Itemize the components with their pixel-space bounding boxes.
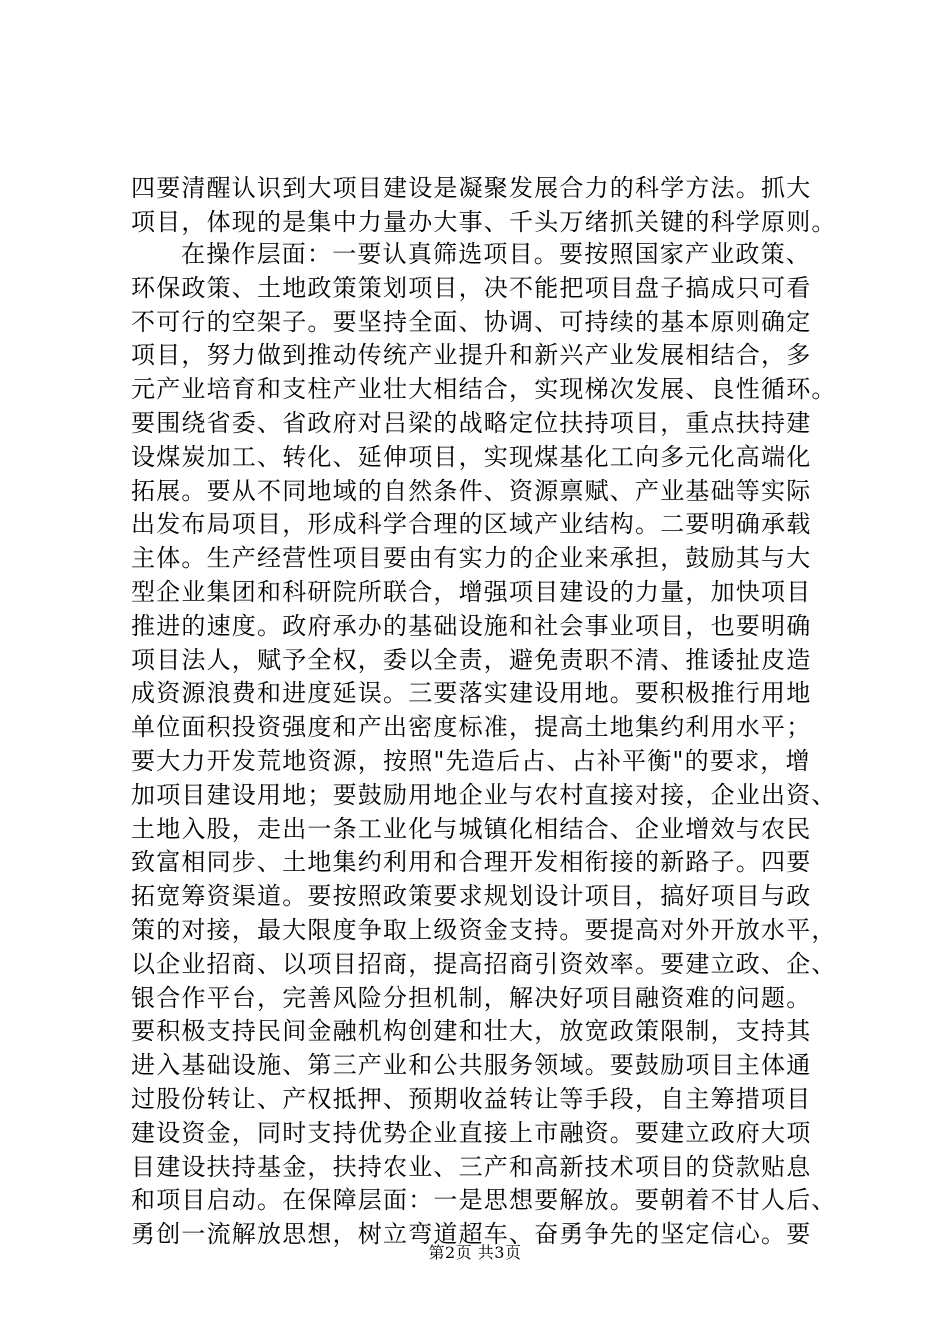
text-line: 环保政策、土地政策策划项目，决不能把项目盘子搞成只可看 [131,273,812,302]
text-line: 以企业招商、以项目招商，提高招商引资效率。要建立政、企、 [131,949,837,978]
text-line: 要积极支持民间金融机构创建和壮大，放宽政策限制，支持其 [131,1017,812,1046]
text-line: 土地入股，走出一条工业化与城镇化相结合、企业增效与农民 [131,814,812,843]
text-line: 单位面积投资强度和产出密度标准，提高土地集约利用水平； [131,713,812,742]
text-line: 不可行的空架子。要坚持全面、协调、可持续的基本原则确定 [131,307,812,336]
text-line: 项目，努力做到推动传统产业提升和新兴产业发展相结合，多 [131,341,812,370]
text-line: 过股份转让、产权抵押、预期收益转让等手段，自主筹措项目 [131,1084,812,1113]
text-line: 建设资金，同时支持优势企业直接上市融资。要建立政府大项 [131,1118,812,1147]
text-line: 拓宽筹资渠道。要按照政策要求规划设计项目，搞好项目与政 [131,882,812,911]
text-line: 加项目建设用地；要鼓励用地企业与农村直接对接，企业出资、 [131,780,837,809]
paragraph-2 [131,238,841,1252]
text-line: 四要清醒认识到大项目建设是凝聚发展合力的科学方法。抓大 [131,174,812,202]
text-line: 在操作层面：一要认真筛选项目。要按照国家产业政策、 [181,240,811,268]
text-line: 要大力开发荒地资源，按照"先造后占、占补平衡"的要求，增 [131,746,811,775]
text-line: 出发布局项目，形成科学合理的区域产业结构。二要明确承载 [131,510,812,539]
text-line: 推进的速度。政府承办的基础设施和社会事业项目，也要明确 [131,611,812,640]
page-footer [0,1243,950,1263]
text-line: 勇创一流解放思想，树立弯道超车、奋勇争先的坚定信心。要 [131,1220,812,1249]
text-line: 进入基础设施、第三产业和公共服务领域。要鼓励项目主体通 [131,1051,812,1080]
text-line: 和项目启动。在保障层面：一是思想要解放。要朝着不甘人后、 [131,1186,837,1215]
text-line: 设煤炭加工、转化、延伸项目，实现煤基化工向多元化高端化 [131,442,812,471]
text-line: 项目，体现的是集中力量办大事、千头万绪抓关键的科学原则。 [131,207,837,236]
text-line: 成资源浪费和进度延误。三要落实建设用地。要积极推行用地 [131,679,812,708]
text-line: 项目法人，赋予全权，委以全责，避免责职不清、推诿扯皮造 [131,645,812,674]
text-line: 目建设扶持基金，扶持农业、三产和高新技术项目的贷款贴息 [131,1152,812,1181]
text-line: 银合作平台，完善风险分担机制，解决好项目融资难的问题。 [131,983,812,1012]
text-line: 致富相同步、土地集约利用和合理开发相衔接的新路子。四要 [131,848,812,877]
text-line: 要围绕省委、省政府对吕梁的战略定位扶持项目，重点扶持建 [131,408,812,437]
text-line: 策的对接，最大限度争取上级资金支持。要提高对外开放水平， [131,915,837,944]
text-line: 型企业集团和科研院所联合，增强项目建设的力量，加快项目 [131,577,812,606]
paragraph-1 [131,172,841,240]
text-line: 主体。生产经营性项目要由有实力的企业来承担，鼓励其与大 [131,544,812,573]
text-line: 元产业培育和支柱产业壮大相结合，实现梯次发展、良性循环。 [131,375,837,404]
text-line: 拓展。要从不同地域的自然条件、资源禀赋、产业基础等实际 [131,476,812,505]
page-number-indicator: 第2页 共3页 [428,1243,522,1262]
